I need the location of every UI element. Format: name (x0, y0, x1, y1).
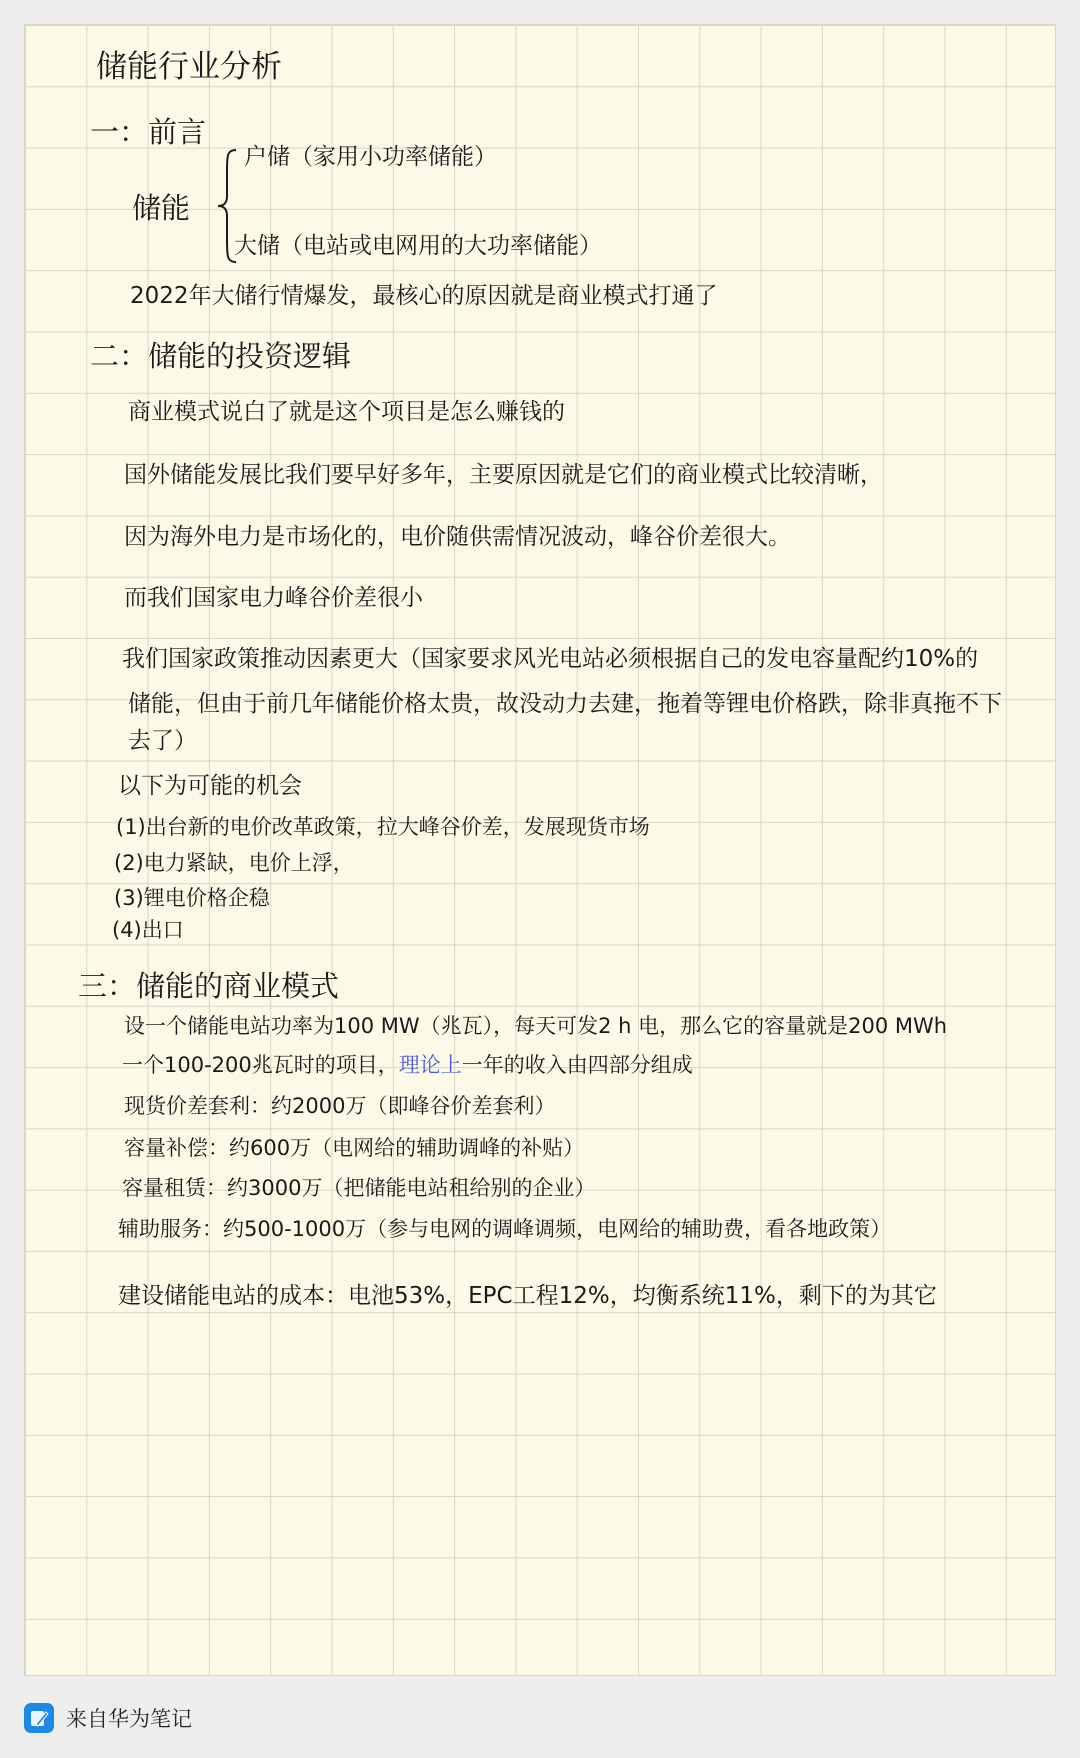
opportunity-item: (1)出台新的电价改革政策，拉大峰谷价差，发展现货市场 (116, 815, 650, 839)
revenue-item: 辅助服务：约500-1000万（参与电网的调峰调频，电网给的辅助费，看各地政策） (118, 1217, 892, 1241)
intro-note: 2022年大储行情爆发，最核心的原因就是商业模式打通了 (130, 283, 718, 309)
opportunity-item: (2)电力紧缺，电价上浮， (114, 851, 354, 875)
note-page (24, 24, 1056, 1676)
opportunity-item: (3)锂电价格企稳 (114, 886, 270, 910)
logic-line-6: 储能，但由于前几年储能价格太贵，故没动力去建，拖着等锂电价格跌，除非真拖不下 (128, 691, 1002, 717)
section-3-heading: 三：储能的商业模式 (78, 969, 340, 1003)
revenue-intro-line (122, 1055, 693, 1076)
tree-root-label: 储能 (132, 191, 191, 225)
revenue-item: 容量补偿：约600万（电网给的辅助调峰的补贴） (124, 1136, 585, 1160)
logic-line-1: 商业模式说白了就是这个项目是怎么赚钱的 (128, 399, 565, 425)
logic-line-2: 国外储能发展比我们要早好多年，主要原因就是它们的商业模式比较清晰， (124, 462, 883, 488)
model-assumption-line: 设一个储能电站功率为100 MW（兆瓦），每天可发2 h 电，那么它的容量就是200 MWh (124, 1014, 948, 1038)
logic-line-3: 因为海外电力是市场化的，电价随供需情况波动，峰谷价差很大。 (124, 524, 791, 550)
logic-line-5: 我们国家政策推动因素更大（国家要求风光电站必须根据自己的发电容量配约10%的 (122, 646, 979, 672)
section-1-heading: 一：前言 (90, 115, 207, 149)
construction-cost-line: 建设储能电站的成本：电池53%，EPC工程12%，均衡系统11%，剩下的为其它 (118, 1283, 937, 1309)
logic-line-7: 去了） (128, 728, 197, 754)
opportunity-item: (4)出口 (112, 918, 184, 942)
attribution-label: 来自华为笔记 (66, 1707, 192, 1731)
highlighted-text: 理论上 (398, 1053, 462, 1077)
app-attribution (24, 1700, 192, 1736)
section-2-heading: 二：储能的投资逻辑 (90, 339, 352, 373)
opportunities-title: 以下为可能的机会 (118, 773, 302, 799)
note-title: 储能行业分析 (96, 49, 282, 85)
huawei-notes-icon (24, 1703, 54, 1733)
tree-branch-large-scale: 大储（电站或电网用的大功率储能） (234, 233, 602, 259)
revenue-intro-text: 一个100-200兆瓦时的项目， (122, 1053, 399, 1077)
revenue-item: 容量租赁：约3000万（把储能电站租给别的企业） (122, 1176, 596, 1200)
logic-line-4: 而我们国家电力峰谷价差很小 (124, 585, 423, 611)
revenue-item: 现货价差套利：约2000万（即峰谷价差套利） (124, 1094, 556, 1118)
revenue-intro-text: 一年的收入由四部分组成 (461, 1053, 693, 1077)
tree-branch-household: 户储（家用小功率储能） (244, 144, 497, 170)
